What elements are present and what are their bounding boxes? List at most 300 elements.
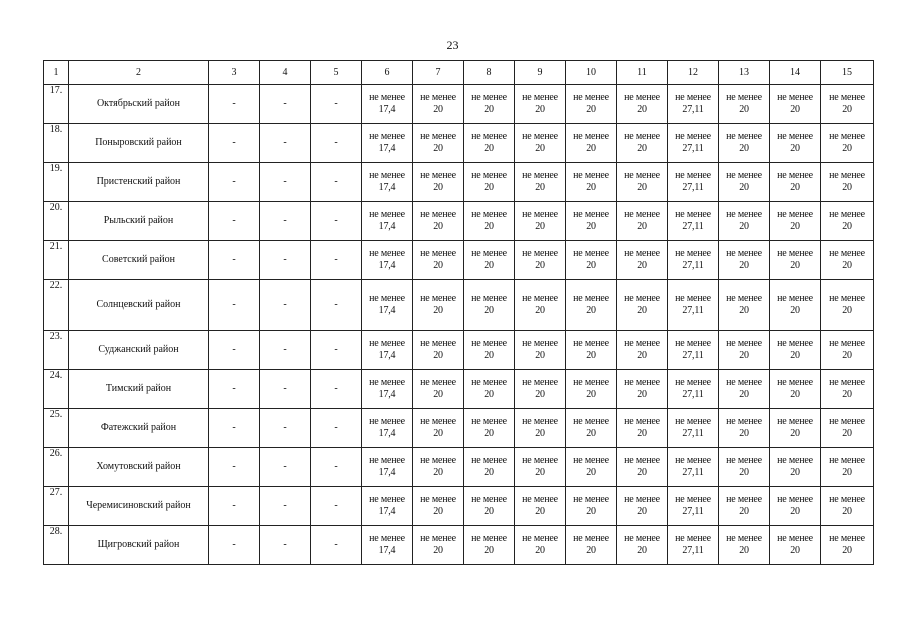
value-cell <box>515 370 566 409</box>
value-cell <box>770 163 821 202</box>
value-qualifier: не менее <box>624 377 660 388</box>
value-qualifier: не менее <box>675 455 711 466</box>
value-cell <box>668 280 719 331</box>
value-qualifier: не менее <box>675 209 711 220</box>
value-cell <box>515 526 566 565</box>
value-qualifier: не менее <box>522 209 558 220</box>
value-cell <box>821 448 874 487</box>
value-qualifier: не менее <box>726 209 762 220</box>
value-number: 20 <box>484 506 494 517</box>
value-number: 27,11 <box>682 260 704 271</box>
value-cell <box>413 409 464 448</box>
value-cell <box>566 163 617 202</box>
dash-cell: - <box>311 124 362 163</box>
value-qualifier: не менее <box>420 338 456 349</box>
value-number: 20 <box>637 350 647 361</box>
value-cell <box>617 163 668 202</box>
value-number: 20 <box>586 182 596 193</box>
dash-cell: - <box>260 448 311 487</box>
value-qualifier: не менее <box>675 338 711 349</box>
value-number: 17,4 <box>378 260 396 271</box>
value-cell <box>668 163 719 202</box>
value-qualifier: не менее <box>624 293 660 304</box>
value-cell <box>413 487 464 526</box>
dash-cell: - <box>311 370 362 409</box>
value-cell <box>719 487 770 526</box>
value-qualifier: не менее <box>369 494 405 505</box>
value-qualifier: не менее <box>777 248 813 259</box>
value-number: 27,11 <box>682 428 704 439</box>
value-qualifier: не менее <box>420 248 456 259</box>
value-qualifier: не менее <box>624 494 660 505</box>
value-qualifier: не менее <box>624 92 660 103</box>
value-qualifier: не менее <box>420 293 456 304</box>
value-number: 20 <box>535 221 545 232</box>
dash-cell: - <box>260 370 311 409</box>
value-qualifier: не менее <box>420 92 456 103</box>
value-number: 20 <box>484 467 494 478</box>
value-qualifier: не менее <box>471 416 507 427</box>
column-header: 13 <box>719 61 770 85</box>
table-row <box>44 202 874 241</box>
value-cell <box>719 85 770 124</box>
row-number: 28. <box>44 526 69 565</box>
value-qualifier: не менее <box>675 533 711 544</box>
value-number: 20 <box>535 260 545 271</box>
district-name: Пристенский район <box>69 163 209 202</box>
value-cell <box>464 163 515 202</box>
dash-cell: - <box>209 487 260 526</box>
value-cell <box>821 163 874 202</box>
value-number: 20 <box>842 389 852 400</box>
value-qualifier: не менее <box>726 494 762 505</box>
dash-cell: - <box>260 280 311 331</box>
value-qualifier: не менее <box>573 170 609 181</box>
dash-cell: - <box>311 526 362 565</box>
value-number: 20 <box>790 143 800 154</box>
row-number: 20. <box>44 202 69 241</box>
value-cell <box>566 487 617 526</box>
value-cell <box>515 124 566 163</box>
value-qualifier: не менее <box>369 338 405 349</box>
value-number: 20 <box>484 104 494 115</box>
value-number: 20 <box>842 305 852 316</box>
value-qualifier: не менее <box>369 293 405 304</box>
value-number: 20 <box>586 350 596 361</box>
value-number: 20 <box>433 305 443 316</box>
value-cell <box>719 526 770 565</box>
page-number: 23 <box>446 38 459 52</box>
value-cell <box>770 331 821 370</box>
value-qualifier: не менее <box>420 416 456 427</box>
value-cell <box>668 241 719 280</box>
value-cell <box>719 331 770 370</box>
value-qualifier: не менее <box>420 209 456 220</box>
table-row <box>44 331 874 370</box>
dash-cell: - <box>311 163 362 202</box>
value-cell <box>770 409 821 448</box>
value-number: 20 <box>484 221 494 232</box>
value-cell <box>668 331 719 370</box>
value-cell <box>464 526 515 565</box>
value-qualifier: не менее <box>471 533 507 544</box>
value-cell <box>668 370 719 409</box>
value-qualifier: не менее <box>573 494 609 505</box>
value-qualifier: не менее <box>522 131 558 142</box>
table-row <box>44 85 874 124</box>
dash-cell: - <box>311 85 362 124</box>
value-cell <box>617 124 668 163</box>
dash-cell: - <box>311 280 362 331</box>
table-row <box>44 280 874 331</box>
value-cell <box>566 241 617 280</box>
dash-cell: - <box>209 448 260 487</box>
value-number: 20 <box>484 350 494 361</box>
value-qualifier: не менее <box>522 293 558 304</box>
value-number: 17,4 <box>378 104 396 115</box>
table-row <box>44 448 874 487</box>
value-qualifier: не менее <box>573 416 609 427</box>
row-number: 24. <box>44 370 69 409</box>
value-number: 20 <box>433 221 443 232</box>
column-header: 4 <box>260 61 311 85</box>
value-cell <box>413 85 464 124</box>
dash-cell: - <box>209 370 260 409</box>
value-qualifier: не менее <box>573 92 609 103</box>
value-qualifier: не менее <box>777 338 813 349</box>
value-qualifier: не менее <box>829 377 865 388</box>
row-number: 19. <box>44 163 69 202</box>
value-cell <box>362 85 413 124</box>
value-qualifier: не менее <box>522 416 558 427</box>
value-cell <box>464 124 515 163</box>
value-number: 20 <box>484 545 494 556</box>
value-cell <box>413 331 464 370</box>
value-cell <box>821 280 874 331</box>
value-number: 27,11 <box>682 545 704 556</box>
value-cell <box>719 124 770 163</box>
value-number: 20 <box>790 467 800 478</box>
value-number: 20 <box>586 506 596 517</box>
value-number: 20 <box>842 350 852 361</box>
value-number: 20 <box>790 389 800 400</box>
value-cell <box>362 370 413 409</box>
value-cell <box>617 241 668 280</box>
value-qualifier: не менее <box>726 293 762 304</box>
value-cell <box>515 487 566 526</box>
value-qualifier: не менее <box>471 248 507 259</box>
column-header: 14 <box>770 61 821 85</box>
value-qualifier: не менее <box>522 455 558 466</box>
value-qualifier: не менее <box>777 377 813 388</box>
value-number: 17,4 <box>378 182 396 193</box>
value-number: 20 <box>586 143 596 154</box>
table-row <box>44 163 874 202</box>
value-number: 20 <box>790 182 800 193</box>
value-cell <box>515 241 566 280</box>
value-cell <box>515 163 566 202</box>
row-number: 22. <box>44 280 69 331</box>
value-qualifier: не менее <box>573 338 609 349</box>
dash-cell: - <box>260 202 311 241</box>
dash-cell: - <box>209 241 260 280</box>
value-number: 20 <box>433 104 443 115</box>
table-row <box>44 487 874 526</box>
value-qualifier: не менее <box>624 131 660 142</box>
value-number: 20 <box>637 305 647 316</box>
dash-cell: - <box>209 331 260 370</box>
value-number: 20 <box>739 260 749 271</box>
dash-cell: - <box>260 163 311 202</box>
value-cell <box>617 280 668 331</box>
value-number: 20 <box>739 221 749 232</box>
district-name: Черемисиновский район <box>69 487 209 526</box>
value-qualifier: не менее <box>829 455 865 466</box>
value-qualifier: не менее <box>777 170 813 181</box>
value-qualifier: не менее <box>420 377 456 388</box>
value-number: 20 <box>484 389 494 400</box>
value-qualifier: не менее <box>420 533 456 544</box>
value-number: 20 <box>484 305 494 316</box>
value-qualifier: не менее <box>522 92 558 103</box>
dash-cell: - <box>209 526 260 565</box>
row-number: 17. <box>44 85 69 124</box>
value-cell <box>617 370 668 409</box>
table-row <box>44 526 874 565</box>
value-cell <box>464 370 515 409</box>
dash-cell: - <box>209 85 260 124</box>
value-cell <box>464 85 515 124</box>
dash-cell: - <box>311 409 362 448</box>
value-cell <box>362 448 413 487</box>
value-qualifier: не менее <box>420 131 456 142</box>
value-qualifier: не менее <box>777 494 813 505</box>
column-header: 11 <box>617 61 668 85</box>
value-cell <box>515 280 566 331</box>
value-number: 20 <box>433 260 443 271</box>
value-cell <box>719 409 770 448</box>
value-qualifier: не менее <box>369 377 405 388</box>
value-cell <box>770 241 821 280</box>
column-header: 9 <box>515 61 566 85</box>
value-qualifier: не менее <box>624 209 660 220</box>
row-number: 25. <box>44 409 69 448</box>
value-qualifier: не менее <box>829 209 865 220</box>
value-cell <box>719 202 770 241</box>
value-number: 17,4 <box>378 545 396 556</box>
value-qualifier: не менее <box>777 293 813 304</box>
value-number: 20 <box>842 104 852 115</box>
column-header: 10 <box>566 61 617 85</box>
value-qualifier: не менее <box>624 455 660 466</box>
value-qualifier: не менее <box>675 131 711 142</box>
value-qualifier: не менее <box>573 209 609 220</box>
value-number: 20 <box>637 143 647 154</box>
district-name: Суджанский район <box>69 331 209 370</box>
value-qualifier: не менее <box>369 248 405 259</box>
value-qualifier: не менее <box>471 92 507 103</box>
value-qualifier: не менее <box>675 248 711 259</box>
value-qualifier: не менее <box>522 377 558 388</box>
value-cell <box>668 526 719 565</box>
value-number: 20 <box>842 545 852 556</box>
value-qualifier: не менее <box>471 209 507 220</box>
value-number: 20 <box>535 350 545 361</box>
value-cell <box>617 202 668 241</box>
value-number: 20 <box>535 506 545 517</box>
value-number: 20 <box>637 182 647 193</box>
value-cell <box>362 280 413 331</box>
value-cell <box>821 370 874 409</box>
dash-cell: - <box>311 241 362 280</box>
value-number: 17,4 <box>378 506 396 517</box>
value-number: 27,11 <box>682 467 704 478</box>
value-cell <box>413 448 464 487</box>
district-name: Хомутовский район <box>69 448 209 487</box>
value-number: 20 <box>484 428 494 439</box>
dash-cell: - <box>311 331 362 370</box>
value-number: 20 <box>637 221 647 232</box>
value-qualifier: не менее <box>471 494 507 505</box>
dash-cell: - <box>260 409 311 448</box>
value-cell <box>719 280 770 331</box>
district-name: Фатежский район <box>69 409 209 448</box>
value-number: 20 <box>433 506 443 517</box>
value-qualifier: не менее <box>624 248 660 259</box>
value-number: 20 <box>586 305 596 316</box>
district-name: Октябрьский район <box>69 85 209 124</box>
value-cell <box>668 487 719 526</box>
value-number: 20 <box>739 506 749 517</box>
header-row <box>44 61 874 85</box>
value-cell <box>719 241 770 280</box>
value-number: 20 <box>433 389 443 400</box>
value-number: 17,4 <box>378 389 396 400</box>
value-number: 20 <box>842 467 852 478</box>
column-header: 8 <box>464 61 515 85</box>
value-number: 20 <box>842 506 852 517</box>
value-number: 20 <box>739 350 749 361</box>
value-qualifier: не менее <box>726 377 762 388</box>
value-qualifier: не менее <box>573 248 609 259</box>
value-number: 20 <box>739 182 749 193</box>
value-number: 20 <box>586 467 596 478</box>
dash-cell: - <box>209 163 260 202</box>
value-cell <box>719 370 770 409</box>
district-name: Поныровский район <box>69 124 209 163</box>
value-number: 20 <box>433 467 443 478</box>
value-qualifier: не менее <box>726 131 762 142</box>
value-qualifier: не менее <box>369 170 405 181</box>
row-number: 23. <box>44 331 69 370</box>
value-cell <box>464 280 515 331</box>
value-qualifier: не менее <box>369 533 405 544</box>
value-number: 20 <box>535 182 545 193</box>
dash-cell: - <box>209 202 260 241</box>
value-number: 27,11 <box>682 506 704 517</box>
value-qualifier: не менее <box>777 455 813 466</box>
value-number: 20 <box>739 389 749 400</box>
value-cell <box>413 202 464 241</box>
value-cell <box>362 241 413 280</box>
value-cell <box>617 526 668 565</box>
value-qualifier: не менее <box>420 494 456 505</box>
district-name: Советский район <box>69 241 209 280</box>
table-row <box>44 241 874 280</box>
value-number: 20 <box>790 350 800 361</box>
value-number: 20 <box>484 260 494 271</box>
value-cell <box>668 202 719 241</box>
value-qualifier: не менее <box>777 533 813 544</box>
value-number: 20 <box>586 389 596 400</box>
value-cell <box>566 280 617 331</box>
value-number: 20 <box>790 260 800 271</box>
value-cell <box>566 331 617 370</box>
value-qualifier: не менее <box>573 455 609 466</box>
value-number: 20 <box>790 305 800 316</box>
value-cell <box>770 202 821 241</box>
value-number: 20 <box>637 506 647 517</box>
row-number: 21. <box>44 241 69 280</box>
value-number: 27,11 <box>682 221 704 232</box>
value-number: 20 <box>484 182 494 193</box>
value-cell <box>770 526 821 565</box>
value-cell <box>515 448 566 487</box>
row-number: 18. <box>44 124 69 163</box>
value-number: 20 <box>637 389 647 400</box>
dash-cell: - <box>260 124 311 163</box>
value-qualifier: не менее <box>726 455 762 466</box>
value-qualifier: не менее <box>573 377 609 388</box>
dash-cell: - <box>209 280 260 331</box>
value-number: 27,11 <box>682 305 704 316</box>
value-qualifier: не менее <box>777 131 813 142</box>
dash-cell: - <box>260 331 311 370</box>
value-qualifier: не менее <box>624 416 660 427</box>
dash-cell: - <box>260 487 311 526</box>
value-qualifier: не менее <box>675 377 711 388</box>
value-qualifier: не менее <box>369 92 405 103</box>
value-qualifier: не менее <box>471 170 507 181</box>
value-number: 17,4 <box>378 428 396 439</box>
value-number: 20 <box>433 545 443 556</box>
value-cell <box>719 163 770 202</box>
value-number: 20 <box>535 143 545 154</box>
value-qualifier: не менее <box>675 170 711 181</box>
value-qualifier: не менее <box>522 533 558 544</box>
value-cell <box>566 448 617 487</box>
value-number: 20 <box>790 104 800 115</box>
value-cell <box>821 487 874 526</box>
value-cell <box>362 163 413 202</box>
value-qualifier: не менее <box>726 92 762 103</box>
value-number: 20 <box>790 545 800 556</box>
value-qualifier: не менее <box>829 416 865 427</box>
value-cell <box>770 124 821 163</box>
value-number: 20 <box>535 467 545 478</box>
dash-cell: - <box>311 487 362 526</box>
value-cell <box>821 331 874 370</box>
value-cell <box>821 526 874 565</box>
districts-table <box>43 60 874 565</box>
value-cell <box>770 487 821 526</box>
value-qualifier: не менее <box>522 170 558 181</box>
dash-cell: - <box>260 85 311 124</box>
table-row <box>44 370 874 409</box>
value-number: 27,11 <box>682 104 704 115</box>
value-qualifier: не менее <box>522 494 558 505</box>
value-number: 20 <box>535 389 545 400</box>
